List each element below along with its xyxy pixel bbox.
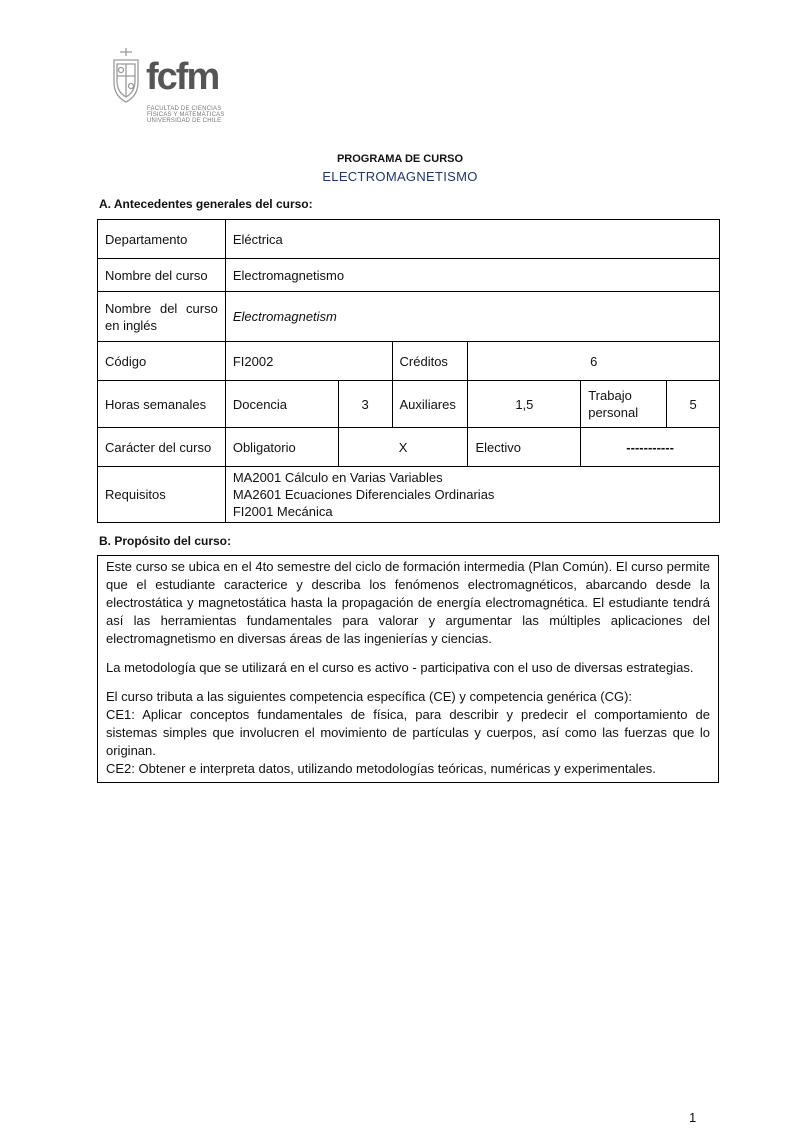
page-number: 1 bbox=[689, 1110, 697, 1125]
document-title: PROGRAMA DE CURSO bbox=[336, 153, 464, 165]
value-trabajo-personal: 5 bbox=[667, 381, 720, 428]
requisito-item: MA2601 Ecuaciones Diferenciales Ordinarias bbox=[232, 487, 495, 502]
competencies-intro: El curso tributa a las siguientes competencia específica (CE) y competencia genérica (CG): bbox=[106, 689, 633, 704]
label-docencia: Docencia bbox=[225, 381, 338, 428]
course-title: ELECTROMAGNETISMO bbox=[322, 169, 478, 184]
faculty-name: FACULTAD DE CIENCIAS FÍSICAS Y MATEMÁTICAS UNIVERSIDAD DE CHILE bbox=[147, 106, 225, 124]
university-seal-icon bbox=[108, 46, 144, 106]
row-requisitos bbox=[98, 467, 720, 523]
row-codigo bbox=[98, 342, 720, 381]
row-horas bbox=[98, 381, 720, 428]
methodology-paragraph: La metodología que se utilizará en el curso es activo - participativa con el uso de diversas estrategias. bbox=[106, 660, 694, 675]
value-nombre: Electromagnetismo bbox=[225, 259, 719, 292]
value-departamento: Eléctrica bbox=[225, 220, 719, 259]
label-codigo: Código bbox=[98, 342, 226, 381]
requisito-item: MA2001 Cálculo en Varias Variables bbox=[232, 470, 443, 485]
row-departamento bbox=[98, 220, 720, 259]
label-obligatorio: Obligatorio bbox=[225, 428, 338, 467]
value-creditos: 6 bbox=[468, 342, 720, 381]
section-b-heading: B. Propósito del curso: bbox=[99, 534, 232, 548]
row-nombre bbox=[98, 259, 720, 292]
label-electivo: Electivo bbox=[468, 428, 581, 467]
row-nombre-ingles bbox=[98, 292, 720, 342]
label-nombre: Nombre del curso bbox=[98, 259, 226, 292]
section-a-heading: A. Antecedentes generales del curso: bbox=[99, 197, 313, 211]
value-nombre-ingles: Electromagnetism bbox=[225, 292, 719, 342]
label-caracter: Carácter del curso bbox=[98, 428, 226, 467]
label-horas: Horas semanales bbox=[98, 381, 226, 428]
value-docencia: 3 bbox=[338, 381, 392, 428]
value-codigo: FI2002 bbox=[225, 342, 392, 381]
label-nombre-ingles: Nombre del curso en inglés bbox=[98, 292, 226, 342]
label-requisitos: Requisitos bbox=[98, 467, 226, 523]
value-obligatorio: X bbox=[338, 428, 468, 467]
label-auxiliares: Auxiliares bbox=[392, 381, 468, 428]
fcfm-wordmark: fcfm bbox=[146, 56, 219, 98]
label-creditos: Créditos bbox=[392, 342, 468, 381]
value-requisitos bbox=[225, 467, 719, 523]
requisito-item: FI2001 Mecánica bbox=[232, 504, 333, 519]
competency-ce1: CE1: Aplicar conceptos fundamentales de física, para describir y predecir el comportamiento de sistemas simples que involucren el movimiento de partículas y cuerpos, así como las fuerzas que lo originan. bbox=[106, 707, 710, 758]
purpose-paragraph: Este curso se ubica en el 4to semestre del ciclo de formación intermedia (Plan Común). El curso permite que el estudiante caracterice y describa los fenómenos electromagnéticos, abarcando desde la electrostática y magnetostática hasta la propagación de energía electromagnética. El estudiante tendrá así las herramientas fundamentales para valorar y argumentar las múltiples aplicaciones del electromagnetismo en diversas áreas de las ingenierías y ciencias. bbox=[106, 559, 710, 646]
label-trabajo-personal: Trabajo personal bbox=[581, 381, 667, 428]
value-electivo: ----------- bbox=[581, 428, 720, 467]
fcfm-logo bbox=[106, 44, 241, 132]
label-departamento: Departamento bbox=[98, 220, 226, 259]
value-auxiliares: 1,5 bbox=[468, 381, 581, 428]
course-info-table bbox=[97, 219, 720, 523]
row-caracter bbox=[98, 428, 720, 467]
competency-ce2: CE2: Obtener e interpreta datos, utilizando metodologías teóricas, numéricas y experimentales. bbox=[106, 761, 656, 776]
purpose-box bbox=[97, 555, 719, 783]
